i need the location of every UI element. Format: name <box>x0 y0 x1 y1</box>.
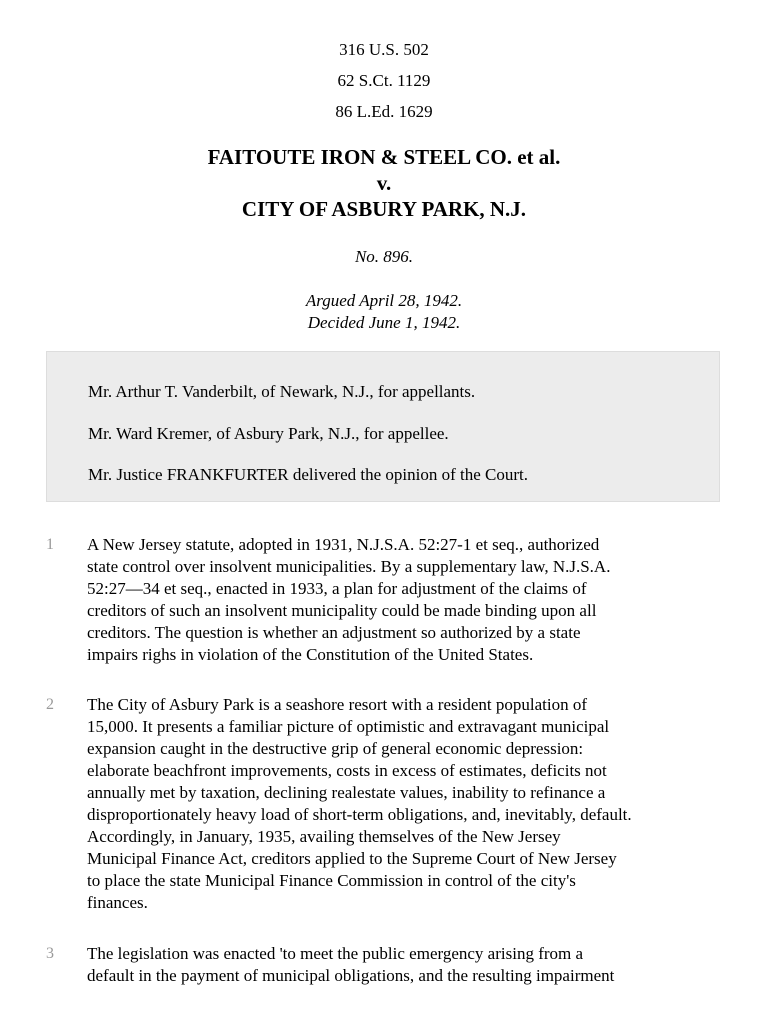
docket-number: No. 896. <box>354 247 414 266</box>
text-line: impairs righs in violation of the Constitution of the United States. <box>87 645 534 664</box>
opinion-author: Mr. Justice FRANKFURTER delivered the opinion of the Court. <box>88 465 528 484</box>
appellant-name: FAITOUTE IRON & STEEL CO. et al. <box>207 145 561 169</box>
paragraph-number: 3 <box>46 945 54 962</box>
paragraph-text <box>87 534 727 666</box>
text-line: A New Jersey statute, adopted in 1931, N.J.S.A. 52:27-1 et seq., authorized <box>87 535 600 554</box>
text-line: Municipal Finance Act, creditors applied to the Supreme Court of New Jersey <box>87 849 617 868</box>
text-line: elaborate beachfront improvements, costs in excess of estimates, deficits not <box>87 761 607 780</box>
text-line: state control over insolvent municipalities. By a supplementary law, N.J.S.A. <box>87 557 611 576</box>
text-line: default in the payment of municipal obligations, and the resulting impairment <box>87 966 615 985</box>
decided-date: Decided June 1, 1942. <box>307 313 461 332</box>
case-dates <box>0 290 768 334</box>
counsel-appellants: Mr. Arthur T. Vanderbilt, of Newark, N.J., for appellants. <box>88 382 476 401</box>
paragraph-number: 1 <box>46 536 54 553</box>
text-line: creditors. The question is whether an adjustment so authorized by a state <box>87 623 581 642</box>
text-line: annually met by taxation, declining realestate values, inability to refinance a <box>87 783 606 802</box>
paragraph-number: 2 <box>46 696 54 713</box>
paragraph-text <box>87 943 727 987</box>
counsel-box <box>46 351 720 502</box>
case-citations <box>0 34 768 127</box>
argued-date: Argued April 28, 1942. <box>305 291 463 310</box>
text-line: 52:27—34 et seq., enacted in 1933, a plan for adjustment of the claims of <box>87 579 587 598</box>
versus-label: v. <box>376 171 392 195</box>
us-reports-citation: 316 U.S. 502 <box>339 40 429 59</box>
text-line: The legislation was enacted 'to meet the public emergency arising from a <box>87 944 584 963</box>
text-line: creditors of such an insolvent municipality could be made binding upon all <box>87 601 597 620</box>
text-line: 15,000. It presents a familiar picture of optimistic and extravagant municipal <box>87 717 610 736</box>
text-line: expansion caught in the destructive grip of general economic depression: <box>87 739 584 758</box>
text-line: to place the state Municipal Finance Commission in control of the city's <box>87 871 576 890</box>
lawyers-edition-citation: 86 L.Ed. 1629 <box>335 102 433 121</box>
text-line: Accordingly, in January, 1935, availing themselves of the New Jersey <box>87 827 561 846</box>
text-line: disproportionately heavy load of short-term obligations, and, inevitably, default. <box>87 805 632 824</box>
paragraph-text <box>87 694 727 914</box>
text-line: finances. <box>87 893 148 912</box>
counsel-appellee: Mr. Ward Kremer, of Asbury Park, N.J., for appellee. <box>88 424 449 443</box>
case-title <box>0 144 768 222</box>
supreme-court-reporter-citation: 62 S.Ct. 1129 <box>337 71 431 90</box>
appellee-name: CITY OF ASBURY PARK, N.J. <box>241 197 527 221</box>
text-line: The City of Asbury Park is a seashore resort with a resident population of <box>87 695 587 714</box>
